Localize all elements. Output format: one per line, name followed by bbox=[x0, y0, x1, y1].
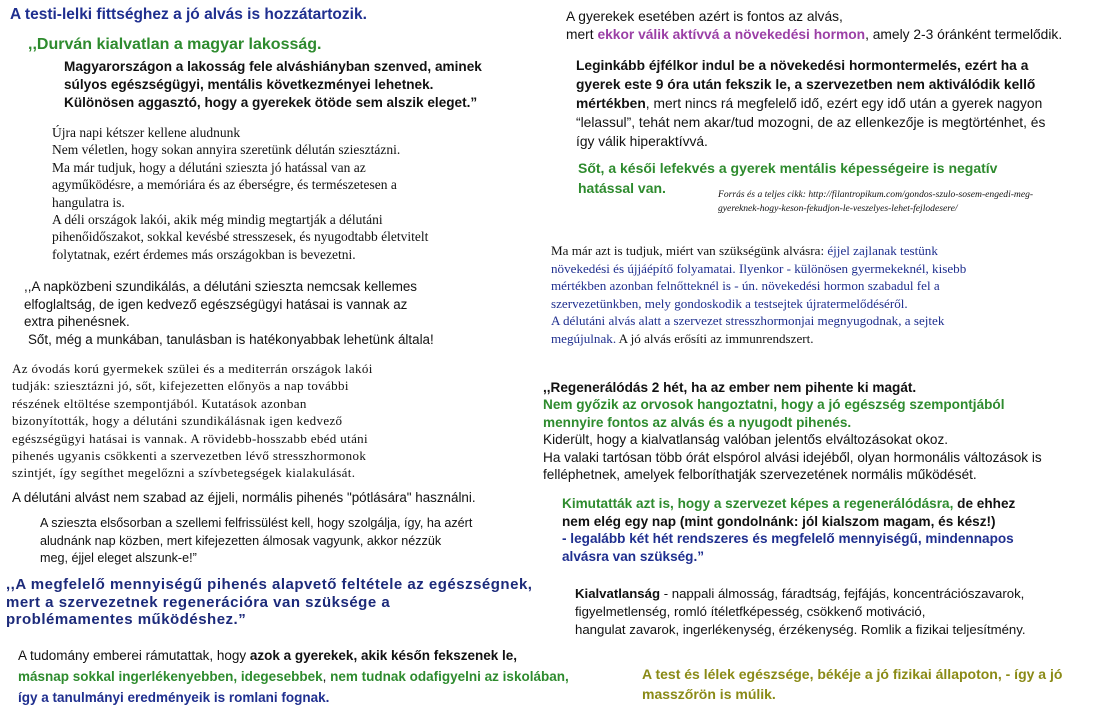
text-line: agyműködésre, a memóriára és az éberségre, és természetesen a bbox=[52, 177, 397, 193]
text-line: hangulatra is. bbox=[52, 194, 125, 210]
text-line: problémamentes működéshez.” bbox=[6, 611, 247, 629]
science-paragraph bbox=[18, 645, 569, 708]
quote1-body bbox=[64, 58, 482, 112]
text-line bbox=[551, 330, 966, 348]
text-line: Leginkább éjfélkor indul be a növekedési hormontermelés, ezért ha a bbox=[576, 58, 1029, 73]
text-line: Különösen aggasztó, hogy a gyerekek ötöde sem alszik eleget.” bbox=[64, 95, 478, 110]
text-line: Ma már tudjuk, hogy a délutáni szieszta jó hatással van az bbox=[52, 159, 366, 175]
nap-paragraph bbox=[24, 278, 434, 348]
text-line: figyelmetlenség, romló ítéletfképesség, csökkenő motiváció, bbox=[575, 604, 926, 619]
text-line bbox=[575, 585, 1026, 603]
text-line: így válik hiperaktívvá. bbox=[576, 134, 708, 149]
text-span: megújulnak. bbox=[551, 330, 617, 346]
text-span: Kialvatlanság bbox=[575, 586, 661, 601]
text-line: pihenőidőszakot, sokkal kevésbé stresszesek, és nyugodtabb életvitelt bbox=[52, 229, 429, 245]
text-line: ,,Regenerálódás 2 hét, ha az ember nem pihente ki magát. bbox=[543, 380, 917, 395]
text-span: A tudomány emberei rámutattak, hogy bbox=[18, 648, 250, 663]
text-line: Kiderült, hogy a kialvatlanság valóban jelentős elváltozásokat okoz. bbox=[543, 432, 949, 448]
text-line: egészségügyi hatásai is vannak. A rövidebb-hosszabb ebéd utáni bbox=[12, 430, 368, 446]
text-line: Magyarországon a lakosság fele alváshiányban szenved, aminek bbox=[64, 59, 482, 74]
text-line: Sőt, még a munkában, tanulásban is hatékonyabbak lehetünk általa! bbox=[28, 331, 434, 347]
text-line: aludnánk nap közben, mert kifejezetten álmosak vagyunk, akkor nézzük bbox=[40, 533, 442, 548]
text-line bbox=[18, 645, 569, 666]
text-span: - nappali álmosság, fáradtság, fejfájás, koncentrációszavarok, bbox=[660, 586, 1025, 601]
text-span: azok a gyerekek, akik későn fekszenek le, bbox=[249, 648, 518, 663]
text-line: súlyos egészségügyi, mentális következményei lehetnek. bbox=[64, 77, 434, 92]
text-line: bizonyították, hogy a délutáni szundikálásnak igen kedvező bbox=[12, 413, 343, 429]
text-line: Ha valaki tartósan több órát elspórol alvási idejéből, olyan hormonális változások is bbox=[543, 449, 1042, 465]
text-line: szervezetünkben, mely gondoskodik a testsejtek újratermelődéséről. bbox=[551, 295, 908, 311]
text-line: Sőt, a késői lefekvés a gyerek mentális képességeire is negatív bbox=[578, 160, 998, 176]
text-line: A délutáni alvás alatt a szervezet stresszhormonjai megnyugodnak, a sejtek bbox=[551, 313, 945, 328]
text-line: A test és lélek egészsége, békéje a jó fizikai állapoton, - így a jó bbox=[642, 666, 1063, 682]
text-line: Az óvodás korú gyermekek szülei és a mediterrán országok lakói bbox=[12, 361, 373, 376]
text-line: hangulat zavarok, ingerlékenység, érzékenység. Romlik a fizikai teljesítmény. bbox=[575, 622, 1026, 637]
text-line: részének eltöltése szempontjából. Kutatások azonban bbox=[12, 395, 307, 411]
refresh-paragraph bbox=[40, 515, 472, 568]
text-span: mértékben bbox=[576, 96, 646, 111]
text-line: pihenés ugyanis csökkenti a szervezetben lévő stresszhormonok bbox=[12, 448, 367, 464]
text-span: másnap sokkal ingerlékenyebben, idegesebbek bbox=[18, 669, 323, 684]
quote1-title: ,,Durván kialvatlan a magyar lakosság. bbox=[28, 36, 322, 53]
text-span: nem tudnak odafigyelni az iskolában, bbox=[330, 669, 569, 684]
siesta-paragraph bbox=[52, 124, 428, 263]
deprivation-paragraph bbox=[575, 585, 1026, 639]
regeneration-paragraph bbox=[543, 379, 1042, 483]
text-line: alvásra van szükség.” bbox=[562, 548, 705, 564]
text-line: növekedési és újjáépítő folyamatai. Ilyenkor - különösen gyermekeknél, kisebb bbox=[551, 260, 967, 276]
why-sleep-paragraph bbox=[551, 242, 966, 347]
text-span: A jó alvás erősíti az immunrendszert. bbox=[616, 330, 814, 346]
replace-warning: A délutáni alvást nem szabad az éjjeli, normális pihenés "pótlására" használni. bbox=[12, 490, 476, 505]
source-citation bbox=[718, 188, 1033, 216]
text-line: extra pihenésnek. bbox=[24, 314, 130, 330]
text-line: A szieszta elsősorban a szellemi felfrissülést kell, hogy szolgálja, így, ha azért bbox=[40, 516, 473, 530]
text-line: Újra napi kétszer kellene aludnunk bbox=[52, 125, 241, 140]
text-span: Kimutatták azt is, hogy a szervezet képes a regenerálódásra, bbox=[562, 496, 958, 511]
text-line: tudják: sziesztázni jó, sőt, kifejezetten előnyös a nap további bbox=[12, 378, 349, 394]
text-line: ,,A napközbeni szundikálás, a délutáni szieszta nemcsak kellemes bbox=[24, 279, 418, 294]
text-span: Ma már azt is tudjuk, miért van szükségünk alvásra: bbox=[551, 243, 828, 258]
text-line: “lelassul”, tehát nem akar/tud mozogni, de az ellenkezője is megtörténhet, és bbox=[576, 115, 1046, 130]
growth-paragraph bbox=[566, 8, 1062, 44]
text-line: - legalább két hét rendszeres és megfelelő mennyiségű, mindennapos bbox=[562, 531, 1014, 547]
massage-note bbox=[642, 664, 1062, 704]
text-line: Forrás és a teljes cikk: http://filantropikum.com/gondos-szulo-sosem-engedi-meg- bbox=[718, 189, 1034, 200]
text-line: nem elég egy nap (mint gondolnánk: jól kialszom magam, és kész!) bbox=[562, 513, 996, 529]
text-line: Nem győzik az orvosok hangoztatni, hogy a jó egészség szempontjából bbox=[543, 397, 1005, 413]
text-line bbox=[576, 94, 1045, 113]
text-span: mert bbox=[566, 27, 598, 42]
text-span: , mert nincs rá megfelelő idő, ezért egy idő után a gyerek nagyon bbox=[645, 96, 1043, 111]
text-span: , amely 2-3 óránként termelődik. bbox=[865, 27, 1063, 42]
text-line: mértékben azonban felnőtteknél is - ún. növekedési hormon szabadul fel a bbox=[551, 278, 940, 293]
text-line: elfoglaltság, de igen kedvező egészségügyi hatásai is vannak az bbox=[24, 296, 408, 312]
quote2 bbox=[6, 576, 532, 629]
text-line: gyerek este 9 óra után fekszik le, a szervezetben nem aktiválódik kellő bbox=[576, 77, 1036, 92]
text-line bbox=[562, 495, 1015, 513]
late-bedtime-paragraph bbox=[576, 56, 1045, 151]
text-span: de ehhez bbox=[957, 496, 1016, 511]
text-line: Nem véletlen, hogy sokan annyira szeretünk délután sziesztázni. bbox=[52, 142, 401, 158]
text-span: éjjel zajlanak testünk bbox=[827, 243, 938, 258]
text-span: így a tanulmányi eredményeik is romlani fognak. bbox=[18, 690, 330, 705]
text-line: hatással van. bbox=[578, 180, 666, 196]
text-line: meg, éjjel eleget alszunk-e!” bbox=[40, 551, 197, 566]
text-line bbox=[18, 666, 569, 687]
text-line: mert a szervezetnek regenerációra van szüksége a bbox=[6, 593, 391, 611]
text-span: ekkor válik aktívvá a növekedési hormon bbox=[597, 27, 866, 42]
text-line bbox=[18, 687, 569, 708]
text-line: mennyire fontos az alvás és a nyugodt pihenés. bbox=[543, 414, 852, 430]
page-heading: A testi-lelki fittséghez a jó alvás is hozzátartozik. bbox=[10, 6, 367, 23]
kinder-paragraph bbox=[12, 360, 373, 482]
text-line: masszőrön is múlik. bbox=[642, 686, 776, 702]
text-line bbox=[551, 242, 966, 260]
text-line bbox=[566, 26, 1062, 44]
capable-paragraph bbox=[562, 495, 1015, 565]
text-line: felléphetnek, amelyek felboríthatják szervezetének normális működését. bbox=[543, 467, 977, 483]
text-line: folytatnak, ezért érdemes más országokban is bevezetni. bbox=[52, 246, 356, 262]
text-span: , bbox=[322, 669, 331, 684]
text-line: szintjét, így segíthet megelőzni a szívbetegségek kialakulását. bbox=[12, 465, 356, 481]
text-line: A déli országok lakói, akik még mindig megtartják a délutáni bbox=[52, 212, 383, 228]
text-line: gyereknek-hogy-keson-fekudjon-le-veszelyes-lehet-fejlodesere/ bbox=[718, 203, 958, 214]
text-line: A gyerekek esetében azért is fontos az alvás, bbox=[566, 9, 843, 24]
text-line: ,,A megfelelő mennyiségű pihenés alapvető feltétele az egészségnek, bbox=[6, 576, 533, 593]
